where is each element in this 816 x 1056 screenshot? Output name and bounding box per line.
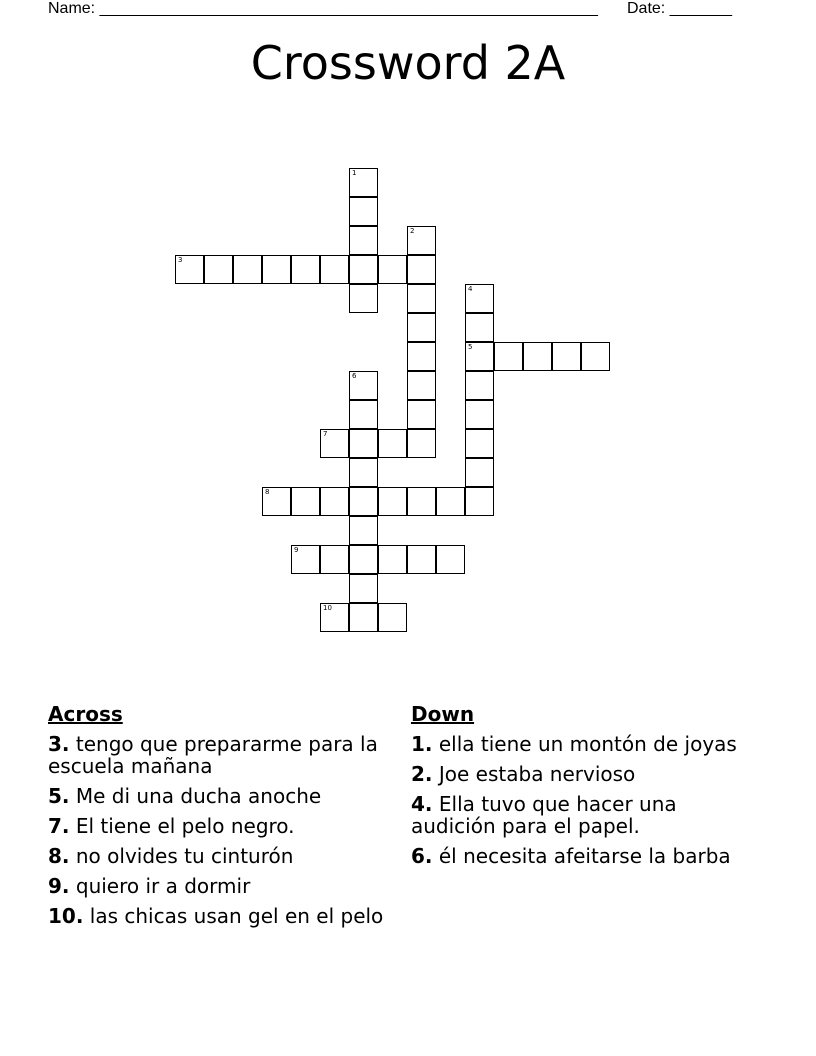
clue-text: él necesita afeitarse la barba bbox=[438, 844, 731, 868]
crossword-cell[interactable] bbox=[494, 342, 523, 371]
crossword-cell[interactable] bbox=[407, 255, 436, 284]
crossword-cell[interactable] bbox=[349, 284, 378, 313]
clue-text: tengo que prepararme para la escuela mañana bbox=[48, 732, 378, 778]
clue-text: El tiene el pelo negro. bbox=[75, 814, 295, 838]
crossword-cell[interactable] bbox=[349, 545, 378, 574]
clue-down-2 bbox=[411, 763, 741, 785]
clue-down-1 bbox=[411, 733, 741, 755]
cell-number: 1 bbox=[352, 169, 357, 177]
crossword-cell[interactable] bbox=[291, 487, 320, 516]
crossword-cell[interactable] bbox=[465, 284, 494, 313]
crossword-cell[interactable] bbox=[465, 400, 494, 429]
cell-number: 9 bbox=[294, 546, 299, 554]
crossword-cell[interactable] bbox=[291, 255, 320, 284]
clue-across-9 bbox=[48, 875, 388, 897]
crossword-cell[interactable] bbox=[465, 429, 494, 458]
crossword-cell[interactable] bbox=[262, 255, 291, 284]
crossword-cell[interactable] bbox=[349, 400, 378, 429]
crossword-cell[interactable] bbox=[407, 226, 436, 255]
clue-number: 8. bbox=[48, 844, 70, 868]
name-field-label: Name: ________________________________________________________ bbox=[48, 0, 598, 17]
crossword-cell[interactable] bbox=[523, 342, 552, 371]
down-heading: Down bbox=[411, 702, 475, 726]
crossword-cell[interactable] bbox=[465, 487, 494, 516]
clue-across-7 bbox=[48, 815, 388, 837]
clue-across-10 bbox=[48, 905, 388, 927]
crossword-cell[interactable] bbox=[465, 313, 494, 342]
crossword-cell[interactable] bbox=[262, 487, 291, 516]
clue-text: ella tiene un montón de joyas bbox=[438, 732, 737, 756]
crossword-cell[interactable] bbox=[407, 429, 436, 458]
crossword-cell[interactable] bbox=[233, 255, 262, 284]
crossword-cell[interactable] bbox=[407, 487, 436, 516]
clue-number: 4. bbox=[411, 792, 433, 816]
crossword-cell[interactable] bbox=[349, 255, 378, 284]
crossword-cell[interactable] bbox=[349, 603, 378, 632]
clue-across-8 bbox=[48, 845, 388, 867]
crossword-cell[interactable] bbox=[349, 516, 378, 545]
cell-number: 8 bbox=[265, 488, 270, 496]
across-heading: Across bbox=[48, 702, 123, 726]
crossword-cell[interactable] bbox=[407, 284, 436, 313]
crossword-cell[interactable] bbox=[320, 255, 349, 284]
crossword-cell[interactable] bbox=[407, 400, 436, 429]
crossword-cell[interactable] bbox=[349, 458, 378, 487]
crossword-cell[interactable] bbox=[407, 313, 436, 342]
clue-text: Joe estaba nervioso bbox=[438, 762, 636, 786]
clue-number: 2. bbox=[411, 762, 433, 786]
crossword-cell[interactable] bbox=[407, 371, 436, 400]
crossword-cell[interactable] bbox=[465, 458, 494, 487]
crossword-cell[interactable] bbox=[320, 429, 349, 458]
clue-number: 10. bbox=[48, 904, 84, 928]
crossword-cell[interactable] bbox=[204, 255, 233, 284]
across-clues bbox=[48, 703, 388, 935]
crossword-cell[interactable] bbox=[320, 487, 349, 516]
clue-number: 5. bbox=[48, 784, 70, 808]
crossword-cell[interactable] bbox=[378, 545, 407, 574]
crossword-cell[interactable] bbox=[436, 487, 465, 516]
clue-number: 6. bbox=[411, 844, 433, 868]
crossword-cell[interactable] bbox=[407, 342, 436, 371]
crossword-cell[interactable] bbox=[291, 545, 320, 574]
crossword-cell[interactable] bbox=[465, 371, 494, 400]
crossword-cell[interactable] bbox=[349, 574, 378, 603]
date-field-label: Date: _______ bbox=[627, 0, 732, 17]
clue-number: 3. bbox=[48, 732, 70, 756]
crossword-cell[interactable] bbox=[378, 603, 407, 632]
cell-number: 2 bbox=[410, 227, 415, 235]
crossword-cell[interactable] bbox=[349, 168, 378, 197]
clue-text: quiero ir a dormir bbox=[75, 874, 251, 898]
page-title: Crossword 2A bbox=[250, 36, 566, 90]
clue-text: no olvides tu cinturón bbox=[75, 844, 294, 868]
down-clues bbox=[411, 703, 741, 875]
crossword-cell[interactable] bbox=[320, 545, 349, 574]
clue-across-5 bbox=[48, 785, 388, 807]
crossword-cell[interactable] bbox=[349, 226, 378, 255]
crossword-cell[interactable] bbox=[320, 603, 349, 632]
crossword-cell[interactable] bbox=[378, 487, 407, 516]
clue-number: 7. bbox=[48, 814, 70, 838]
cell-number: 3 bbox=[178, 256, 183, 264]
crossword-cell[interactable] bbox=[436, 545, 465, 574]
crossword-cell[interactable] bbox=[349, 197, 378, 226]
crossword-cell[interactable] bbox=[552, 342, 581, 371]
clue-text: las chicas usan gel en el pelo bbox=[89, 904, 384, 928]
crossword-cell[interactable] bbox=[349, 429, 378, 458]
cell-number: 7 bbox=[323, 430, 328, 438]
cell-number: 6 bbox=[352, 372, 357, 380]
crossword-cell[interactable] bbox=[581, 342, 610, 371]
clue-number: 1. bbox=[411, 732, 433, 756]
clue-across-3 bbox=[48, 733, 388, 777]
crossword-cell[interactable] bbox=[349, 371, 378, 400]
clue-text: Ella tuvo que hacer una audición para el papel. bbox=[411, 792, 677, 838]
crossword-cell[interactable] bbox=[378, 255, 407, 284]
clue-text: Me di una ducha anoche bbox=[75, 784, 322, 808]
crossword-cell[interactable] bbox=[378, 429, 407, 458]
cell-number: 10 bbox=[323, 604, 332, 612]
crossword-cell[interactable] bbox=[349, 487, 378, 516]
clue-number: 9. bbox=[48, 874, 70, 898]
crossword-cell[interactable] bbox=[175, 255, 204, 284]
clue-down-4 bbox=[411, 793, 741, 837]
crossword-cell[interactable] bbox=[407, 545, 436, 574]
cell-number: 5 bbox=[468, 343, 473, 351]
clue-down-6 bbox=[411, 845, 741, 867]
cell-number: 4 bbox=[468, 285, 473, 293]
crossword-cell[interactable] bbox=[465, 342, 494, 371]
